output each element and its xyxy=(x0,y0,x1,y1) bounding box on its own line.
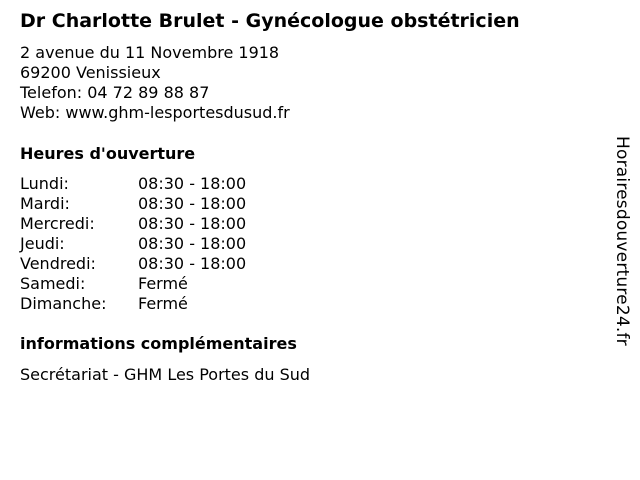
address-block xyxy=(20,43,290,123)
day-label: Jeudi: xyxy=(20,234,65,253)
time-value: Fermé xyxy=(138,274,188,293)
day-label: Lundi: xyxy=(20,174,69,193)
time-value: 08:30 - 18:00 xyxy=(138,214,247,233)
brand-watermark: Horairesdouverture24.fr xyxy=(612,136,632,346)
hours-row-monday xyxy=(20,174,246,194)
phone-number: Telefon: 04 72 89 88 87 xyxy=(20,83,210,102)
day-label: Samedi: xyxy=(20,274,86,293)
day-label: Mardi: xyxy=(20,194,70,213)
city: 69200 Venissieux xyxy=(20,63,161,82)
hours-row-wednesday xyxy=(20,214,246,234)
time-value: 08:30 - 18:00 xyxy=(138,174,247,193)
time-value: Fermé xyxy=(138,294,188,313)
website: Web: www.ghm-lesportesdusud.fr xyxy=(20,103,290,122)
time-value: 08:30 - 18:00 xyxy=(138,194,247,213)
page-title: Dr Charlotte Brulet - Gynécologue obstétricien xyxy=(20,10,520,32)
info-heading: informations complémentaires xyxy=(20,334,297,353)
info-text: Secrétariat - GHM Les Portes du Sud xyxy=(20,365,311,384)
hours-row-friday xyxy=(20,254,246,274)
hours-row-sunday xyxy=(20,294,246,314)
day-label: Dimanche: xyxy=(20,294,107,313)
hours-heading: Heures d'ouverture xyxy=(20,144,196,163)
hours-row-saturday xyxy=(20,274,246,294)
time-value: 08:30 - 18:00 xyxy=(138,234,247,253)
hours-row-thursday xyxy=(20,234,246,254)
hours-row-tuesday xyxy=(20,194,246,214)
opening-hours-list xyxy=(20,174,246,314)
day-label: Mercredi: xyxy=(20,214,95,233)
day-label: Vendredi: xyxy=(20,254,96,273)
street-address: 2 avenue du 11 Novembre 1918 xyxy=(20,43,280,62)
time-value: 08:30 - 18:00 xyxy=(138,254,247,273)
